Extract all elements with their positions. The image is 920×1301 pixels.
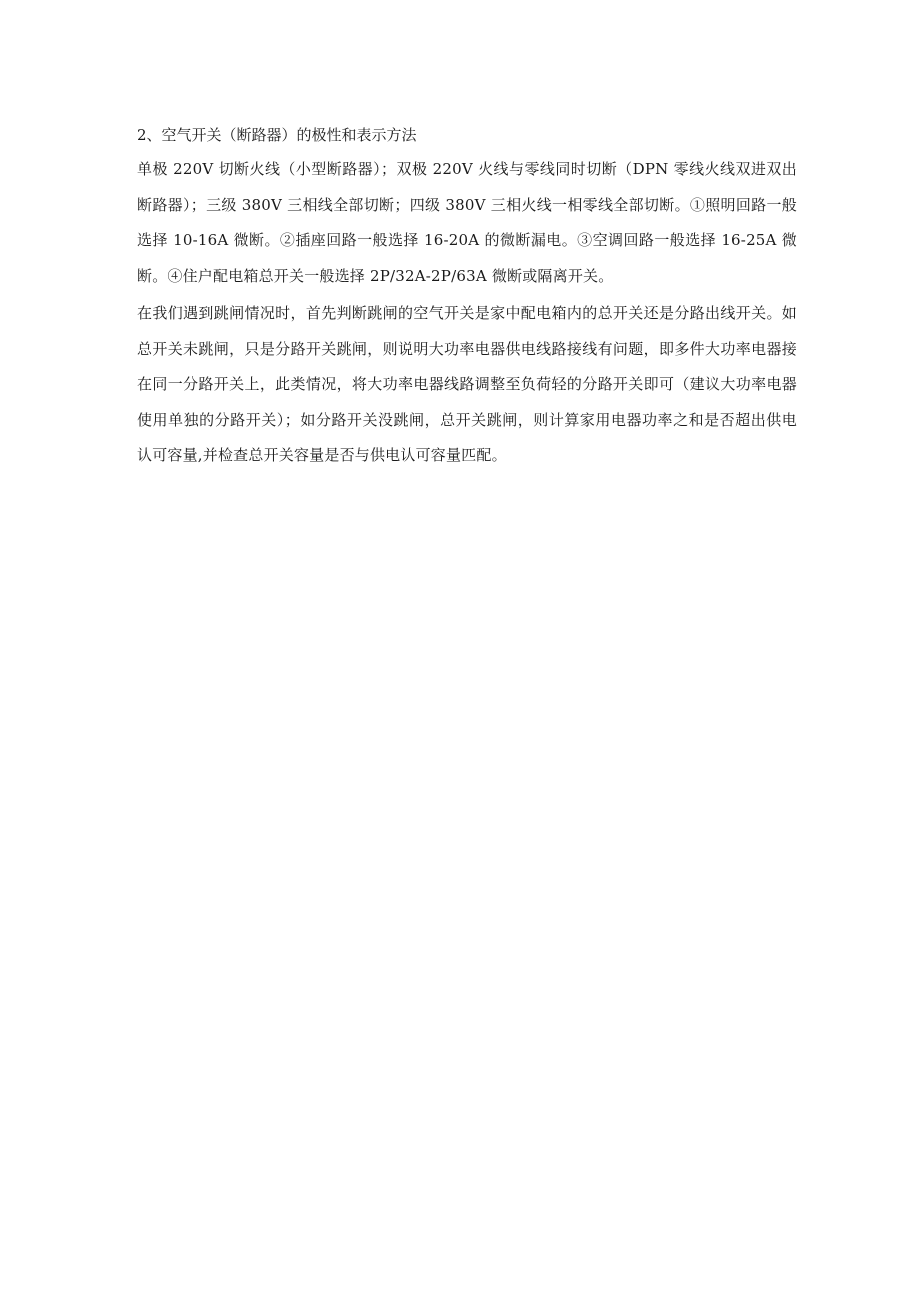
paragraph-tripping-diagnosis: 在我们遇到跳闸情况时，首先判断跳闸的空气开关是家中配电箱内的总开关还是分路出线开关。如总开关未跳闸，只是分路开关跳闸，则说明大功率电器供电线路接线有问题，即多件大功率电器接在同一分路开关上，此类情况，将大功率电器线路调整至负荷轻的分路开关即可（建议大功率电器使用单独的分路开关）；如分路开关没跳闸，总开关跳闸，则计算家用电器功率之和是否超出供电认可容量,并检查总开关容量是否与供电认可容量匹配。 xyxy=(137,304,797,464)
paragraph-breaker-poles: 单极 220V 切断火线（小型断路器）；双极 220V 火线与零线同时切断（DPN 零线火线双进双出断路器）；三级 380V 三相线全部切断；四级 380V 三相火线一相零线全部切断。①照明回路一般选择 10-16A 微断。②插座回路一般选择 16-20A 的微断漏电。③空调回路一般选择 16-25A 微断。④住户配电箱总开关一般选择 2P/32A-2P/63A 微断或隔离开关。 xyxy=(137,160,797,285)
section-heading: 2、空气开关（断路器）的极性和表示方法 xyxy=(137,126,417,144)
document-body xyxy=(137,118,797,474)
